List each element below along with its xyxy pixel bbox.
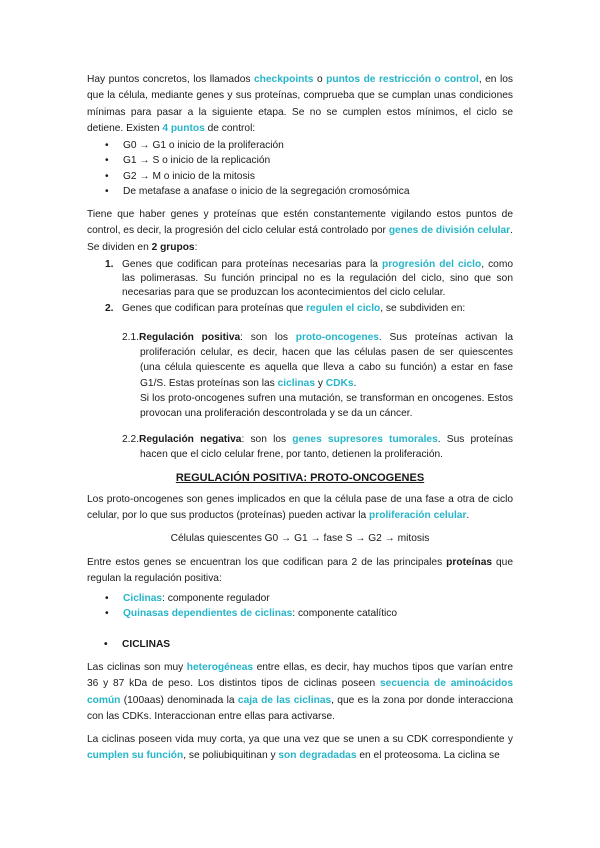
text: , que es la zona por donde interacciona con las CDKs. Interaccionan entre ellas para activarse. — [87, 694, 514, 723]
text: que regulan la regulación positiva: — [87, 557, 514, 585]
highlight-term: ciclinas — [277, 377, 315, 389]
text: , en los que la célula, mediante genes y sus proteínas, comprueba que se cumplan unas condiciones mínimas para pasar a la siguiente etapa. Se no se cumplen estos mínimos, el ciclo se detiene. Existen — [87, 74, 513, 135]
groups-intro-paragraph — [87, 207, 513, 256]
bold-term: 2 grupos — [151, 241, 195, 253]
subsection-negative — [122, 432, 513, 462]
highlight-term: proto-oncogenes — [295, 332, 379, 343]
text: La ciclinas poseen vida muy corta, ya que una vez que se unen a su CDK correspondiente y — [87, 734, 513, 745]
text: Genes que codifican para proteínas que — [122, 302, 307, 314]
list-item — [87, 591, 513, 606]
text: . — [466, 510, 470, 522]
highlight-term: cumplen su función — [87, 750, 184, 762]
bullet-icon: • — [105, 186, 109, 198]
highlight-term: 4 puntos — [162, 123, 205, 135]
text: Genes que codifican para proteínas necesarias para la — [122, 259, 382, 270]
highlight-term: checkpoints — [254, 74, 314, 85]
ciclinas-lifespan-paragraph — [87, 732, 513, 765]
intro-paragraph — [87, 72, 513, 138]
bold-term: proteínas — [446, 557, 493, 568]
text: o — [313, 74, 327, 85]
list-item — [87, 138, 513, 153]
cell-cycle-flow: Células quiescentes G0 → G1 → fase S → G2 → mitosis — [170, 533, 430, 544]
list-item-text: G1 → S o inicio de la replicación — [123, 155, 271, 167]
list-number: 2.1. — [122, 332, 139, 343]
text: : son los — [240, 332, 296, 343]
text: : componente catalítico — [292, 608, 398, 620]
subsection-positive — [122, 330, 513, 421]
text: Los proto-oncogenes son genes implicados en que la célula pase de una fase a otra de ciclo celular, por lo que sus productos (proteínas) pueden activar la — [87, 494, 513, 522]
text: Entre estos genes se encuentran los que codifican para 2 de las principales — [87, 557, 447, 568]
text: Hay puntos concretos, los llamados — [87, 74, 254, 85]
text: : son los — [241, 434, 293, 445]
text: . Sus proteínas hacen que el ciclo celular frene, por tanto, detienen la proliferación. — [140, 434, 513, 461]
text: . Se dividen en — [87, 225, 513, 253]
text: : — [194, 241, 198, 253]
highlight-term: CDKs — [325, 377, 354, 389]
section-title: REGULACIÓN POSITIVA: PROTO-ONCOGENES — [175, 472, 425, 484]
bullet-icon: • — [104, 639, 108, 650]
list-item — [87, 153, 513, 168]
list-item — [87, 169, 513, 184]
bullet-icon: • — [105, 155, 109, 167]
subsection-note: Si los proto-oncogenes sufren una mutación, se transforman en oncogenes. Estos provocan una proliferación descontrolada y se da un cáncer. — [140, 392, 513, 420]
bullet-icon: • — [105, 608, 109, 620]
highlight-term: regulen el ciclo — [306, 302, 381, 314]
list-item-text: De metafase a anafase o inicio de la segregación cromosómica — [123, 186, 410, 198]
bold-term: Regulación positiva — [139, 332, 241, 343]
subsection-body — [122, 330, 513, 391]
bullet-icon: • — [105, 140, 109, 151]
list-number: 2. — [105, 302, 114, 314]
bold-term: Regulación negativa — [139, 434, 242, 445]
proteins-paragraph — [87, 555, 513, 588]
text: Tiene que haber genes y proteínas que estén constantemente vigilando estos puntos de control, es decir, la progresión del ciclo celular está controlado por — [87, 209, 513, 237]
text: en el proteosoma. La ciclina se — [356, 750, 500, 762]
ciclinas-paragraph — [87, 660, 513, 726]
text: : componente regulador — [162, 593, 270, 604]
list-item-text: G0 → G1 o inicio de la proliferación — [123, 140, 284, 151]
highlight-term: genes supresores tumorales — [292, 434, 438, 445]
text: entre ellas, es decir, hay muchos tipos que varían entre 36 y 87 kDa de peso. Los distintos tipos de ciclinas poseen — [87, 662, 513, 690]
highlight-term: son degradadas — [278, 750, 357, 762]
list-item — [87, 184, 513, 199]
list-item — [87, 302, 513, 316]
bullet-icon: • — [105, 593, 109, 604]
checkpoint-list — [87, 138, 513, 200]
list-number: 1. — [105, 259, 114, 270]
highlight-term: heterogéneas — [186, 662, 254, 673]
highlight-term: progresión del ciclo — [381, 259, 482, 270]
list-item — [87, 606, 513, 621]
groups-list — [87, 258, 513, 316]
text: . Sus proteínas activan la proliferación celular, es decir, hacen que las células pasen de ser quiescentes (una célula quiescente es aquella que lleva a cabo su función) a estar en fase G1/S. Estas proteínas son las — [140, 332, 514, 389]
highlight-term: genes de división celular — [388, 225, 511, 237]
text: , se subdividen en: — [380, 302, 466, 314]
text: (100aas) denominada la — [120, 694, 238, 706]
proto-oncogenes-paragraph — [87, 492, 513, 525]
list-number: 2.2. — [122, 434, 139, 445]
highlight-term: proliferación celular — [369, 510, 467, 522]
highlight-term: caja de las ciclinas — [237, 694, 332, 706]
highlight-term: Ciclinas — [123, 593, 163, 604]
text: . — [353, 377, 357, 389]
text: Las ciclinas son muy — [87, 662, 187, 673]
text: , se poliubiquitinan y — [183, 750, 279, 762]
ciclinas-heading — [104, 637, 171, 652]
list-item — [87, 258, 513, 301]
subheading-text: CICLINAS — [122, 639, 171, 650]
highlight-term: secuencia de aminoácidos común — [87, 678, 513, 706]
text: y — [315, 377, 326, 389]
highlight-term: Quinasas dependientes de ciclinas — [123, 608, 293, 620]
bullet-icon: • — [105, 170, 109, 182]
list-item-text: G2 → M o inicio de la mitosis — [123, 170, 255, 182]
text: , como las polimerasas. Su función principal no es la regulación del ciclo, sino que son necesarias para que se produzcan los acontecimientos del ciclo celular. — [122, 259, 513, 299]
components-list — [87, 591, 513, 622]
subsection-body — [122, 432, 513, 462]
highlight-term: puntos de restricción o control — [326, 74, 479, 85]
text: de control: — [204, 123, 256, 135]
